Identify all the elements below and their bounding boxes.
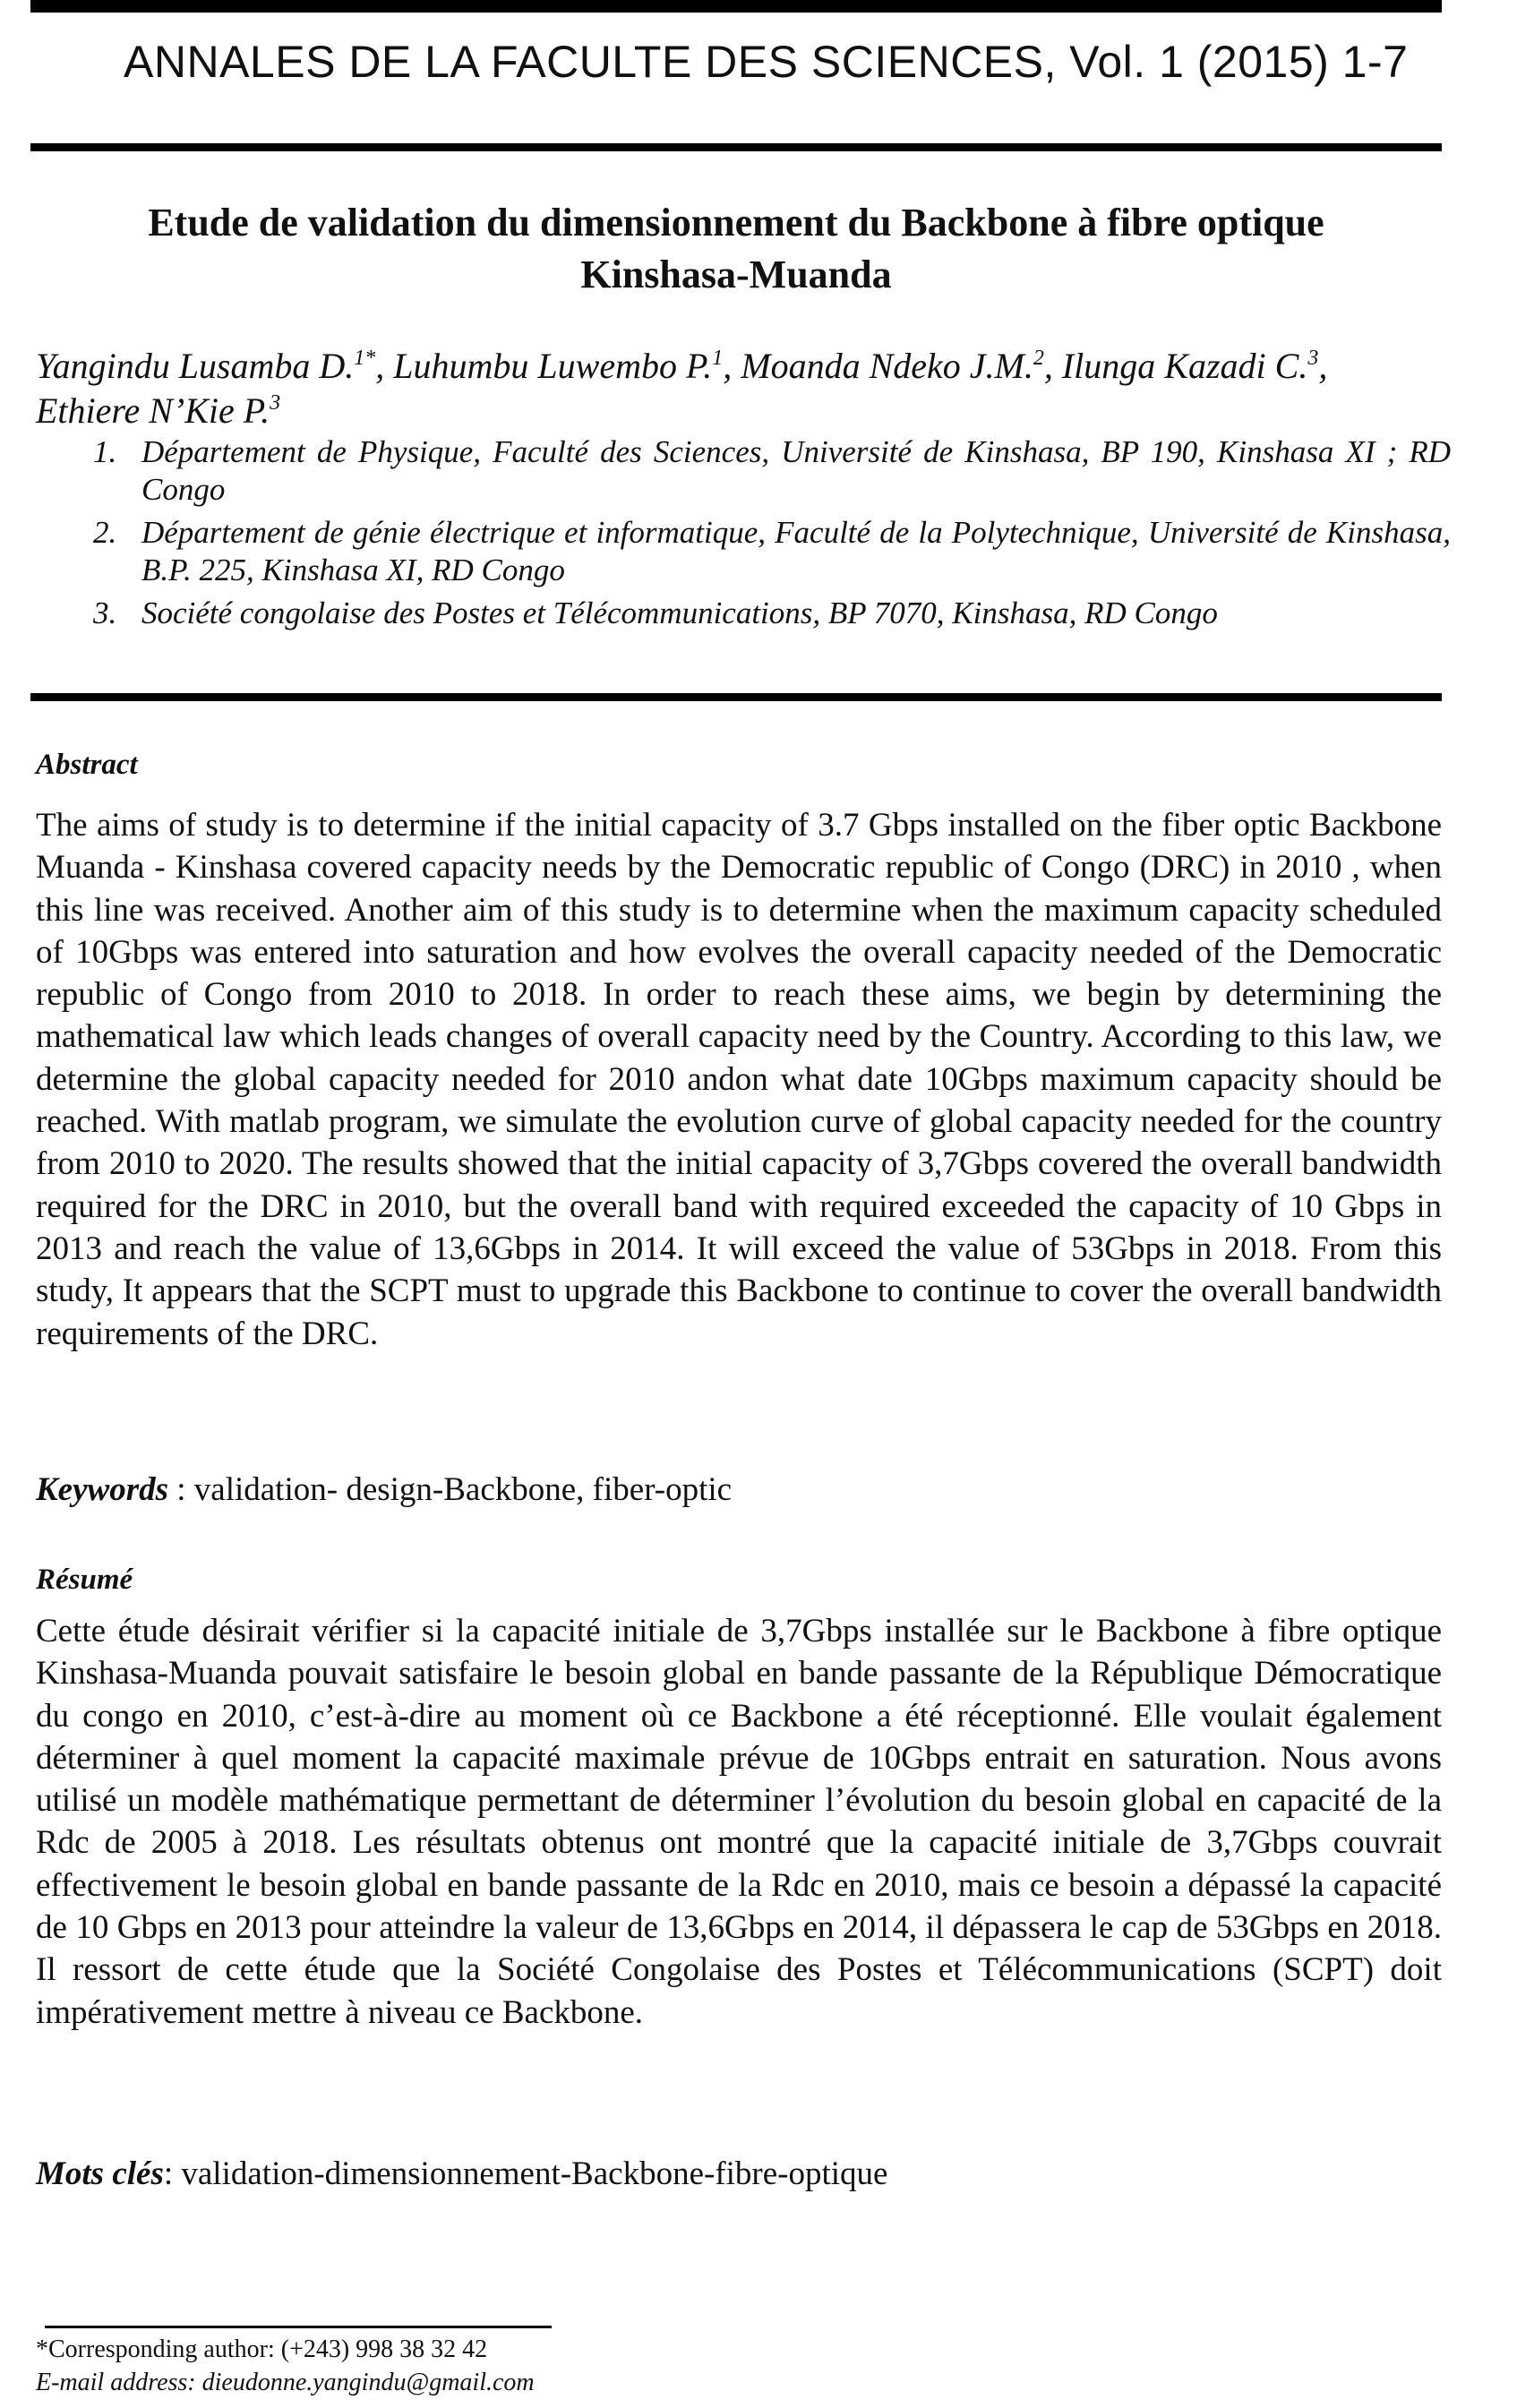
corresponding-author-footnote: *Corresponding author: (+243) 998 38 32 42 bbox=[36, 2335, 488, 2363]
mots-cles-text: : validation-dimensionnement-Backbone-fibre-optique bbox=[163, 2155, 888, 2192]
keywords bbox=[36, 1470, 732, 1509]
author-list bbox=[36, 344, 1451, 433]
author-name: Yangindu Lusamba D. bbox=[36, 346, 355, 386]
affiliation-item bbox=[36, 595, 1451, 632]
author-separator: , bbox=[1043, 346, 1062, 386]
affiliation-text: Département de Physique, Faculté des Sciences, Université de Kinshasa, BP 190, Kinshasa XI ; RD Congo bbox=[141, 434, 1451, 507]
author-name: Moanda Ndeko J.M. bbox=[741, 346, 1033, 386]
abstract-heading: Abstract bbox=[36, 749, 138, 781]
resume-text: Cette étude désirait vérifier si la capacité initiale de 3,7Gbps installée sur le Backbone à fibre optique Kinshasa-Muanda pouvait satisfaire le besoin global en bande passante de la République Démocratique du congo en 2010, c’est-à-dire au moment où ce Backbone a été réceptionné. Elle voulait également déterminer à quel moment la capacité maximale prévue de 10Gbps entrait en saturation. Nous avons utilisé un modèle mathématique permettant de déterminer l’évolution du besoin global en capacité de la Rdc de 2005 à 2018. Les résultats obtenus ont montré que la capacité initiale de 3,7Gbps couvrait effectivement le besoin global en bande passante de la Rdc en 2010, mais ce besoin a dépassé la capacité de 10 Gbps en 2013 pour atteindre la valeur de 13,6Gbps en 2014, il dépassera le cap de 53Gbps en 2018. Il ressort de cette étude que la Société Congolaise des Postes et Télécommunications (SCPT) doit impérativement mettre à niveau ce Backbone. bbox=[36, 1613, 1442, 2031]
author-name: Luhumbu Luwembo P. bbox=[393, 346, 713, 386]
mots-cles-label: Mots clés bbox=[36, 2155, 164, 2192]
author-affiliation-mark: 3 bbox=[270, 391, 281, 415]
affiliation-number: 3. bbox=[93, 596, 117, 630]
affiliation-text: Société congolaise des Postes et Télécommunications, BP 7070, Kinshasa, RD Congo bbox=[141, 596, 1218, 630]
affiliation-item bbox=[36, 514, 1451, 589]
keywords-text: : validation- design-Backbone, fiber-optic bbox=[168, 1471, 733, 1508]
author-affiliation-mark: 1 bbox=[712, 347, 724, 370]
resume-heading: Résumé bbox=[36, 1564, 133, 1596]
journal-header: ANNALES DE LA FACULTE DES SCIENCES, Vol. 1 (2015) 1-7 bbox=[124, 37, 1409, 87]
author-separator: , bbox=[375, 346, 394, 386]
footnote-rule bbox=[45, 2326, 552, 2328]
email-footnote: E-mail address: dieudonne.yangindu@gmail.com bbox=[36, 2369, 535, 2396]
affiliation-number: 2. bbox=[93, 515, 117, 550]
keywords-label: Keywords bbox=[36, 1471, 168, 1508]
affiliation-list bbox=[36, 433, 1451, 638]
abstract-text: The aims of study is to determine if the initial capacity of 3.7 Gbps installed on the fiber optic Backbone Muanda - Kinshasa covered capacity needs by the Democratic republic of Congo (DRC) in 2010 , when this line was received. Another aim of this study is to determine when the maximum capacity scheduled of 10Gbps was entered into saturation and how evolves the overall capacity needed of the Democratic republic of Congo from 2010 to 2018. In order to reach these aims, we begin by determining the mathematical law which leads changes of overall capacity need by the Country. According to this law, we determine the global capacity needed for 2010 andon what date 10Gbps maximum capacity should be reached. With matlab program, we simulate the evolution curve of global capacity needed for the country from 2010 to 2020. The results showed that the initial capacity of 3,7Gbps covered the overall bandwidth required for the DRC in 2010, but the overall band with required exceeded the capacity of 10 Gbps in 2013 and reach the value of 13,6Gbps in 2014. It will exceed the value of 53Gbps in 2018. From this study, It appears that the SCPT must to upgrade this Backbone to continue to cover the overall bandwidth requirements of the DRC. bbox=[36, 807, 1442, 1352]
affiliation-number: 1. bbox=[93, 434, 117, 469]
top-rule bbox=[30, 0, 1442, 13]
author-affiliation-mark: 3 bbox=[1307, 347, 1319, 370]
author-affiliation-mark: 2 bbox=[1033, 347, 1044, 370]
author-affiliation-mark: 1* bbox=[354, 347, 376, 370]
title-line-2: Kinshasa-Muanda bbox=[580, 253, 892, 296]
affiliation-text: Département de génie électrique et informatique, Faculté de la Polytechnique, Université de Kinshasa, B.P. 225, Kinshasa XI, RD Congo bbox=[141, 515, 1451, 587]
section-rule bbox=[30, 693, 1442, 701]
author-separator: , bbox=[1318, 346, 1328, 386]
header-rule bbox=[30, 143, 1442, 151]
affiliation-item bbox=[36, 433, 1451, 509]
author-name: Ilunga Kazadi C. bbox=[1061, 346, 1308, 386]
mots-cles bbox=[36, 2155, 887, 2193]
author-name: Ethiere N’Kie P. bbox=[36, 390, 270, 431]
paper-title bbox=[30, 197, 1442, 301]
title-line-1: Etude de validation du dimensionnement du Backbone à fibre optique bbox=[148, 201, 1324, 244]
author-separator: , bbox=[723, 346, 741, 386]
